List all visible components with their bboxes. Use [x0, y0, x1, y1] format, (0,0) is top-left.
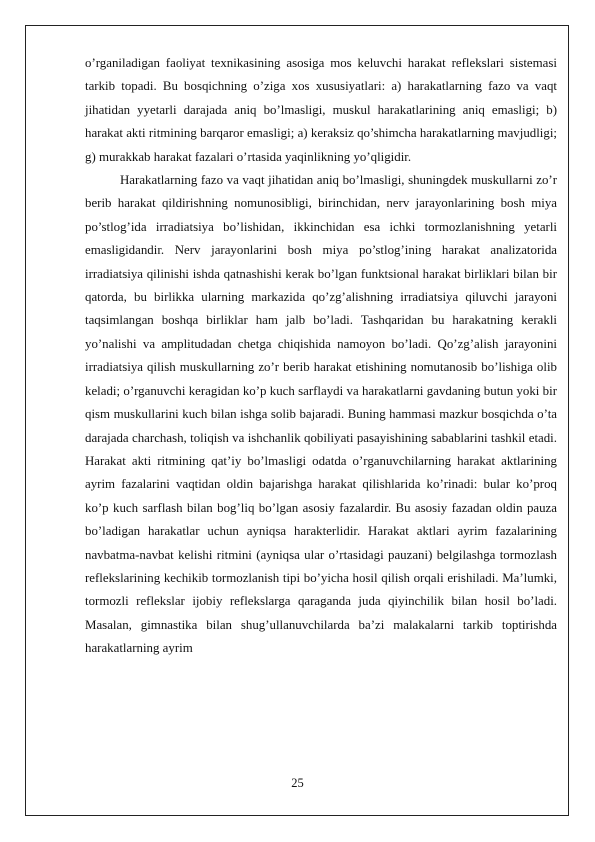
- paragraph-2: Harakatlarning fazo va vaqt jihatidan aniq bo’lmasligi, shuningdek muskullarni zo’r berib harakat qildirishning nomunosibligi, birinchidan, nerv jarayonlarining bosh miya po’stlog’ida irradiatsiya bo’lishidan, ikkinchidan esa ichki tormozlanishning yetarli emasligidandir. Nerv jarayonlarini bosh miya po’stlog’ining harakat analizatorida irradiatsiya qilinishi ishda qatnashishi kerak bo’lgan funktsional harakat birliklari bilan bir qatorda, bu birlikka ularning markazida qo’zg’alishning irradiatsiya qiluvchi jarayoni taqsimlangan boshqa birliklar ham jalb bo’ladi. Tashqaridan bu harakatning kerakli yo’nalishi va amplitudadan chetga chiqishida namoyon bo’ladi. Qo’zg’alish jarayonini irradiatsiya qilish muskullarning zo’r berib harakat etishining nomutanosib bo’lishiga olib keladi; o’rganuvchi keragidan ko’p kuch sarflaydi va harakatlarni gavdaning butun yoki bir qism muskullarini kuch bilan ishga solib bajaradi. Buning hammasi mazkur bosqichda o’ta darajada charchash, toliqish va ishchanlik qobiliyati pasayishining sabablarini tashkil etadi. Harakat akti ritmining qat’iy bo’lmasligi odatda o’rganuvchilarning harakat aktlarining ayrim fazalarini vaqtidan oldin bajarishga harakat qilishlarida ko’rinadi: bular ko’proq ko’p kuch sarflash bilan bog’liq bo’lgan asosiy fazalardir. Bu asosiy fazadan oldin pauza bo’ladigan harakatlar uchun ayniqsa harakterlidir. Harakat aktlari ayrim fazalarining navbatma-navbat kelishi ritmini (ayniqsa ular o’rtasidagi pauzani) belgilashga tormozlash reflekslarining kechikib tormozlanish tipi bo’yicha hosil qilish orqali erishiladi. Ma’lumki, tormozli reflekslar ijobiy reflekslarga qaraganda juda qiyinchilik bilan hosil bo’ladi. Masalan, gimnastika bilan shug’ullanuvchilarda ba’zi malakalarni tarkib toptirishda harakatlarning ayrim: [85, 173, 557, 656]
- page-number: 25: [291, 776, 304, 790]
- paragraph-1: o’rganiladigan faoliyat texnikasining asosiga mos keluvchi harakat reflekslari sistemasi tarkib topadi. Bu bosqichning o’ziga xos xususiyatlari: a) harakatlarning fazo va vaqt jihatidan yyetarli darajada aniq bo’lmasligi, muskul harakatlarining aniq emasligi; b) harakat akti ritmining barqaror emasligi; a) keraksiz qo’shimcha harakatlarning mavjudligi; g) murakkab harakat fazalari o’rtasida yaqinlikning yo’qligidir.: [85, 56, 557, 164]
- body-text: [85, 52, 557, 661]
